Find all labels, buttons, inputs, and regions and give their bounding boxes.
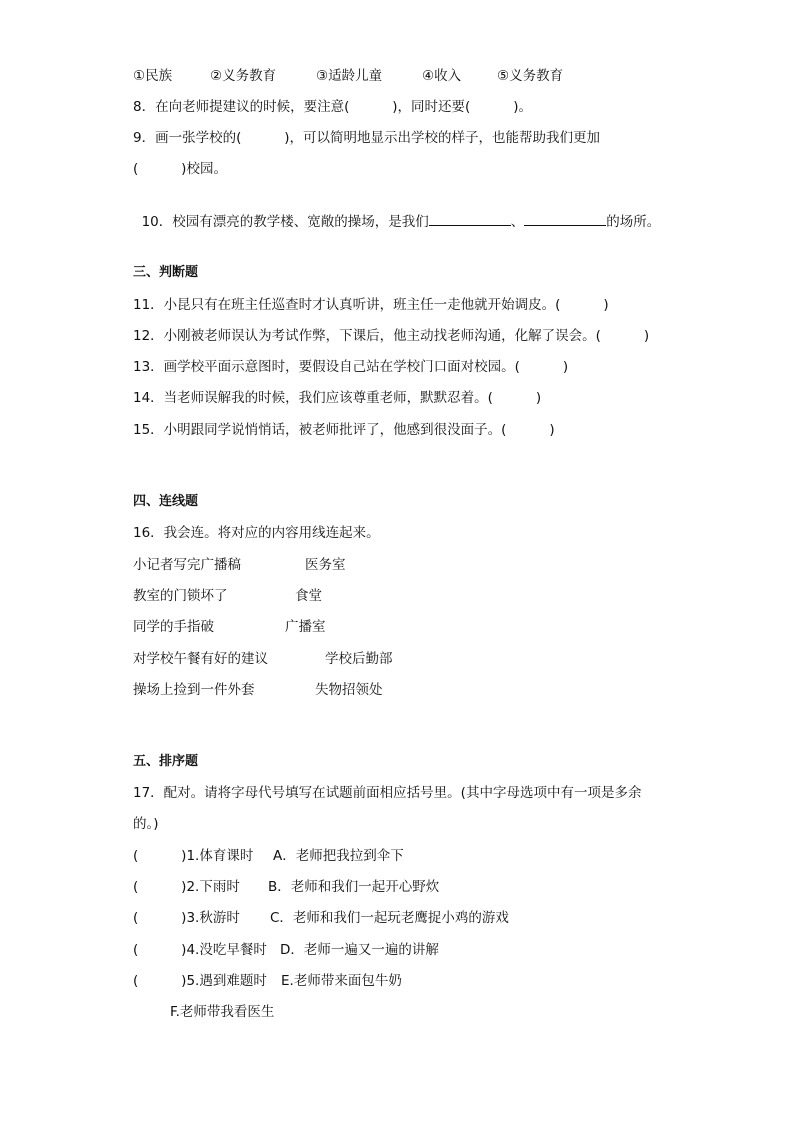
match-row [0, 680, 794, 700]
pair-right: B．老师和我们一起开心野炊 [268, 879, 440, 895]
match-row [0, 649, 794, 669]
q7-option-2: ②义务教育 [210, 68, 277, 84]
match-left-item[interactable]: 同学的手指破 [133, 619, 214, 635]
pair-left[interactable]: ( )4.没吃早餐时 [133, 942, 267, 958]
match-left-item[interactable]: 操场上捡到一件外套 [133, 682, 255, 698]
question-10-text-start: 10．校园有漂亮的教学楼、宽敞的操场，是我们 [141, 214, 429, 230]
pair-right: A．老师把我拉到伞下 [273, 848, 404, 864]
question-9-line-1: 9．画一张学校的( )，可以简明地显示出学校的样子，也能帮助我们更加 [133, 130, 601, 146]
match-left-item[interactable]: 对学校午餐有好的建议 [133, 651, 268, 667]
judgment-question: 11．小昆只有在班主任巡查时才认真听讲，班主任一走他就开始调皮。( ) [133, 297, 609, 313]
answer-blank[interactable] [524, 211, 606, 226]
question-17-line-1: 17．配对。请将字母代号填写在试题前面相应括号里。(其中字母选项中有一项是多余 [133, 785, 642, 801]
q7-options-row [0, 66, 794, 86]
pair-right: D．老师一遍又一遍的讲解 [280, 942, 439, 958]
match-row [0, 617, 794, 637]
question-9-line-2: ( )校园。 [133, 161, 227, 177]
pair-row [0, 971, 794, 991]
match-left-item[interactable]: 教室的门锁坏了 [133, 588, 228, 604]
extra-option: F.老师带我看医生 [170, 1004, 275, 1020]
judgment-question: 15．小明跟同学说悄悄话，被老师批评了，他感到很没面子。( ) [133, 422, 555, 438]
question-16: 16．我会连。将对应的内容用线连起来。 [133, 525, 380, 541]
answer-blank[interactable] [429, 211, 511, 226]
q7-option-3: ③适龄儿童 [316, 68, 383, 84]
pair-right: E.老师带来面包牛奶 [281, 973, 402, 989]
judgment-question: 14．当老师误解我的时候，我们应该尊重老师，默默忍着。( ) [133, 390, 542, 406]
question-10 [133, 191, 661, 230]
judgment-question: 13．画学校平面示意图时，要假设自己站在学校门口面对校园。( ) [133, 359, 569, 375]
match-right-item[interactable]: 学校后勤部 [325, 651, 393, 667]
match-right-item[interactable]: 食堂 [295, 588, 322, 604]
question-10-separator: 、 [510, 214, 525, 230]
pair-row [0, 940, 794, 960]
pair-right: C．老师和我们一起玩老鹰捉小鸡的游戏 [270, 910, 509, 926]
section-4-title: 四、连线题 [133, 494, 199, 509]
match-row [0, 586, 794, 606]
match-row [0, 555, 794, 575]
pair-row [0, 877, 794, 897]
pair-left[interactable]: ( )5.遇到难题时 [133, 973, 267, 989]
match-right-item[interactable]: 医务室 [305, 557, 346, 573]
question-17-line-2: 的。) [133, 816, 159, 832]
match-left-item[interactable]: 小记者写完广播稿 [133, 557, 241, 573]
pair-row [0, 846, 794, 866]
pair-left[interactable]: ( )2.下雨时 [133, 879, 240, 895]
q7-option-4: ④收入 [422, 68, 462, 84]
section-5-title: 五、排序题 [133, 754, 199, 769]
judgment-question: 12．小刚被老师误认为考试作弊，下课后，他主动找老师沟通，化解了误会。( ) [133, 328, 650, 344]
question-10-text-end: 的场所。 [606, 214, 661, 230]
match-right-item[interactable]: 失物招领处 [315, 682, 383, 698]
question-8: 8．在向老师提建议的时候，要注意( )，同时还要( )。 [133, 99, 532, 115]
match-right-item[interactable]: 广播室 [285, 619, 326, 635]
q7-option-5: ⑤义务教育 [497, 68, 564, 84]
pair-row [0, 908, 794, 928]
section-3-title: 三、判断题 [133, 265, 199, 280]
pair-left[interactable]: ( )1.体育课时 [133, 848, 254, 864]
q7-option-1: ①民族 [133, 68, 173, 84]
pair-left[interactable]: ( )3.秋游时 [133, 910, 240, 926]
